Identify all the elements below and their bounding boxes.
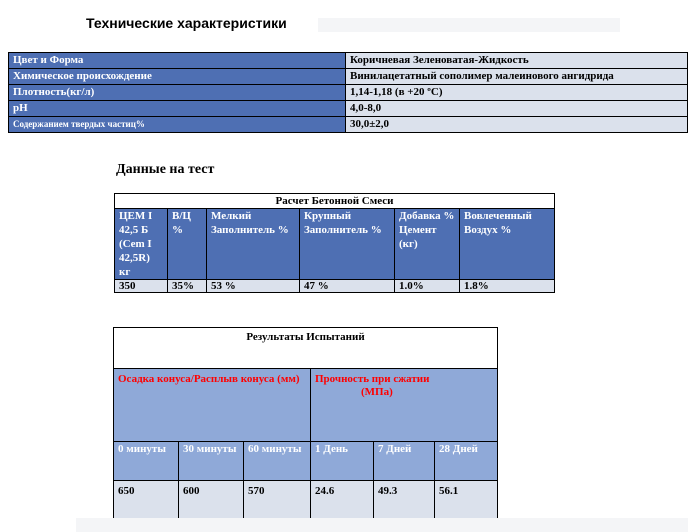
mix-table <box>114 193 555 293</box>
spec-table <box>8 52 688 133</box>
header-shade <box>318 18 620 32</box>
spec-key: pH <box>9 101 346 117</box>
spec-value: Винилацетатный сополимер малеинового ангидрида <box>346 69 688 85</box>
results-caption: Результаты Испытаний <box>114 328 498 369</box>
spec-key: Химическое происхождение <box>9 69 346 85</box>
results-sub-0min: 0 минуты <box>114 442 179 481</box>
spec-row <box>9 69 688 85</box>
mix-header-wc: В/Ц % <box>168 209 207 280</box>
spec-key: Цвет и Форма <box>9 53 346 69</box>
spec-row <box>9 117 688 133</box>
spec-row <box>9 53 688 69</box>
mix-header-coarse: Крупный Заполнитель % <box>300 209 395 280</box>
results-value-28days: 56.1 <box>435 481 498 526</box>
strength-unit: (МПа) <box>361 386 393 398</box>
test-data-title: Данные на тест <box>116 162 215 177</box>
results-sub-60min: 60 минуты <box>244 442 311 481</box>
results-sub-1day: 1 День <box>311 442 374 481</box>
mix-header-air: Вовлеченный Воздух % <box>460 209 555 280</box>
mix-header-additive: Добавка % Цемент (кг) <box>395 209 460 280</box>
results-value-60min: 570 <box>244 481 311 526</box>
mix-value-cement: 350 <box>115 280 168 293</box>
results-sub-28days: 28 Дней <box>435 442 498 481</box>
results-value-0min: 650 <box>114 481 179 526</box>
results-group-strength <box>311 369 498 442</box>
mix-value-wc: 35% <box>168 280 207 293</box>
results-table <box>113 327 498 526</box>
mix-header-cement: ЦЕМ I 42,5 Б (Cem I 42,5R) кг <box>115 209 168 280</box>
results-value-1day: 24.6 <box>311 481 374 526</box>
results-sub-30min: 30 минуты <box>179 442 244 481</box>
spec-value: 1,14-1,18 (в +20 ºC) <box>346 85 688 101</box>
footer-shade <box>76 518 688 532</box>
spec-value: 30,0±2,0 <box>346 117 688 133</box>
strength-label: Прочность при сжатии <box>315 373 430 385</box>
spec-row <box>9 101 688 117</box>
mix-caption: Расчет Бетонной Смеси <box>115 194 555 209</box>
spec-value: Коричневая Зеленоватая-Жидкость <box>346 53 688 69</box>
results-value-7days: 49.3 <box>374 481 435 526</box>
mix-value-fine: 53 % <box>207 280 300 293</box>
results-group-slump: Осадка конуса/Расплыв конуса (мм) <box>114 369 311 442</box>
spec-row <box>9 85 688 101</box>
page-title: Технические характеристики <box>86 15 287 31</box>
spec-key: Содержанием твердых частиц% <box>9 117 346 133</box>
mix-value-coarse: 47 % <box>300 280 395 293</box>
mix-value-additive: 1.0% <box>395 280 460 293</box>
results-value-30min: 600 <box>179 481 244 526</box>
mix-header-fine: Мелкий Заполнитель % <box>207 209 300 280</box>
spec-key: Плотность(кг/л) <box>9 85 346 101</box>
mix-value-air: 1.8% <box>460 280 555 293</box>
results-sub-7days: 7 Дней <box>374 442 435 481</box>
spec-value: 4,0-8,0 <box>346 101 688 117</box>
